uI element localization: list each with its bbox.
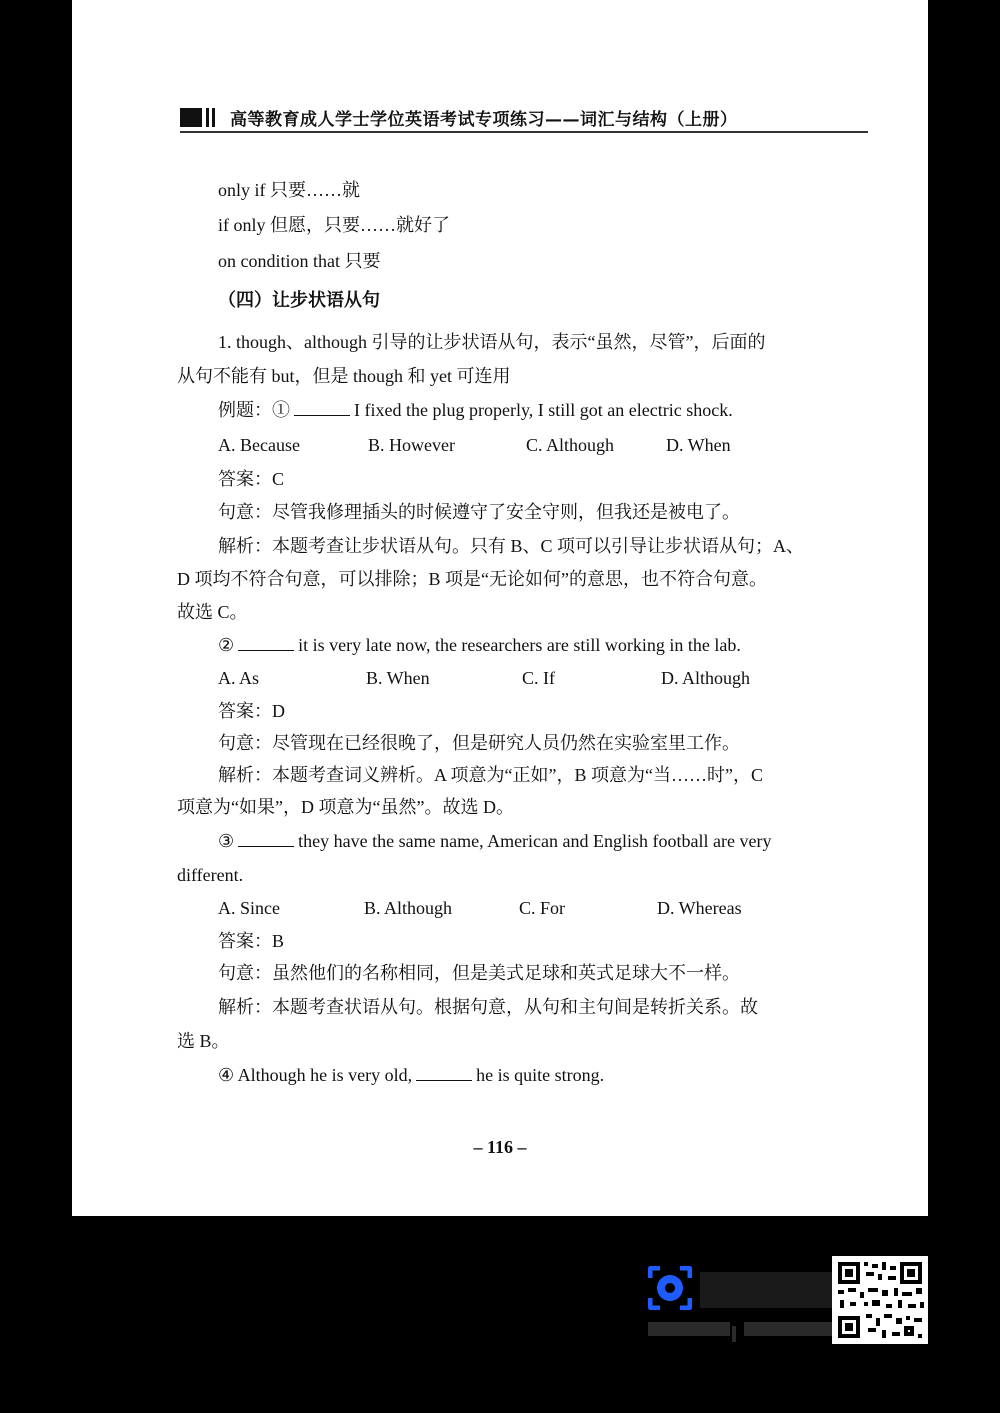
option-c: C. If <box>522 668 555 688</box>
meaning-line: 句意：尽管我修理插头的时候遵守了安全守则，但我还是被电了。 <box>218 502 740 522</box>
answer-line: 答案：D <box>218 701 285 721</box>
analysis-line: 解析：本题考查状语从句。根据句意，从句和主句间是转折关系。故 <box>218 997 758 1017</box>
rule-text: 从句不能有 but，但是 though 和 yet 可连用 <box>177 366 511 386</box>
watermark-title-obscured <box>700 1272 832 1308</box>
text-line-only-if: only if 只要……就 <box>218 180 360 200</box>
header-title: 高等教育成人学士学位英语考试专项练习——词汇与结构（上册） <box>230 110 738 130</box>
question-stem: it is very late now, the researchers are still working in the lab. <box>298 635 741 655</box>
answer-blank <box>238 832 294 847</box>
option-a: A. Because <box>218 435 300 455</box>
option-b: B. When <box>366 668 430 688</box>
text-line-on-condition: on condition that 只要 <box>218 251 381 271</box>
question-stem: I fixed the plug properly, I still got an electric shock. <box>354 400 733 420</box>
meaning-line: 句意：虽然他们的名称相同，但是美式足球和英式足球大不一样。 <box>218 963 740 983</box>
analysis-line: 项意为“如果”，D 项意为“虽然”。故选 D。 <box>177 797 514 817</box>
watermark-subtitle-obscured <box>744 1322 832 1336</box>
section-heading: （四）让步状语从句 <box>218 290 380 311</box>
question-prefix: 例题：① <box>218 400 290 420</box>
option-d: D. Whereas <box>657 898 742 918</box>
question-3 <box>218 829 771 853</box>
header-block-mark <box>180 108 202 127</box>
header-rule <box>180 131 868 133</box>
option-b: B. However <box>368 435 455 455</box>
question-stem: they have the same name, American and English football are very <box>298 831 772 851</box>
answer-line: 答案：B <box>218 931 285 951</box>
scanner-logo-icon <box>648 1266 692 1310</box>
analysis-line: D 项均不符合句意，可以排除；B 项是“无论如何”的意思，也不符合句意。 <box>177 569 767 589</box>
analysis-line: 解析：本题考查词义辨析。A 项意为“正如”，B 项意为“当……时”，C <box>218 765 763 785</box>
option-d: D. Although <box>661 668 751 688</box>
option-d: D. When <box>666 435 731 455</box>
answer-line: 答案：C <box>218 469 285 489</box>
header-bar-mark <box>206 108 209 127</box>
rule-text: 1. though、although 引导的让步状语从句，表示“虽然，尽管”，后面的 <box>218 332 766 352</box>
answer-blank <box>238 636 294 651</box>
question-stem-cont: different. <box>177 865 244 885</box>
qr-code-icon <box>832 1256 928 1344</box>
question-prefix: ② <box>218 635 235 655</box>
question-stem: he is quite strong. <box>476 1065 605 1085</box>
analysis-line: 故选 C。 <box>177 602 248 622</box>
question-prefix: ③ <box>218 831 235 851</box>
option-b: B. Although <box>364 898 453 918</box>
option-a: A. Since <box>218 898 280 918</box>
page-number: – 116 – <box>473 1137 527 1157</box>
analysis-line: 解析：本题考查让步状语从句。只有 B、C 项可以引导让步状语从句；A、 <box>218 536 805 556</box>
answer-blank <box>416 1066 472 1081</box>
answer-blank <box>294 401 350 416</box>
option-c: C. For <box>519 898 566 918</box>
meaning-line: 句意：尽管现在已经很晚了，但是研究人员仍然在实验室里工作。 <box>218 733 740 753</box>
running-header <box>180 104 868 132</box>
question-1 <box>218 398 733 422</box>
text-line-if-only: if only 但愿，只要……就好了 <box>218 215 450 235</box>
option-a: A. As <box>218 668 260 688</box>
question-2 <box>218 633 741 657</box>
option-c: C. Although <box>526 435 615 455</box>
watermark-subtitle-obscured <box>648 1322 730 1336</box>
analysis-line: 选 B。 <box>177 1031 230 1051</box>
question-prefix: ④ Although he is very old, <box>218 1065 413 1085</box>
header-bar-mark <box>212 108 215 127</box>
watermark-separator <box>732 1326 736 1342</box>
question-4 <box>218 1063 604 1087</box>
